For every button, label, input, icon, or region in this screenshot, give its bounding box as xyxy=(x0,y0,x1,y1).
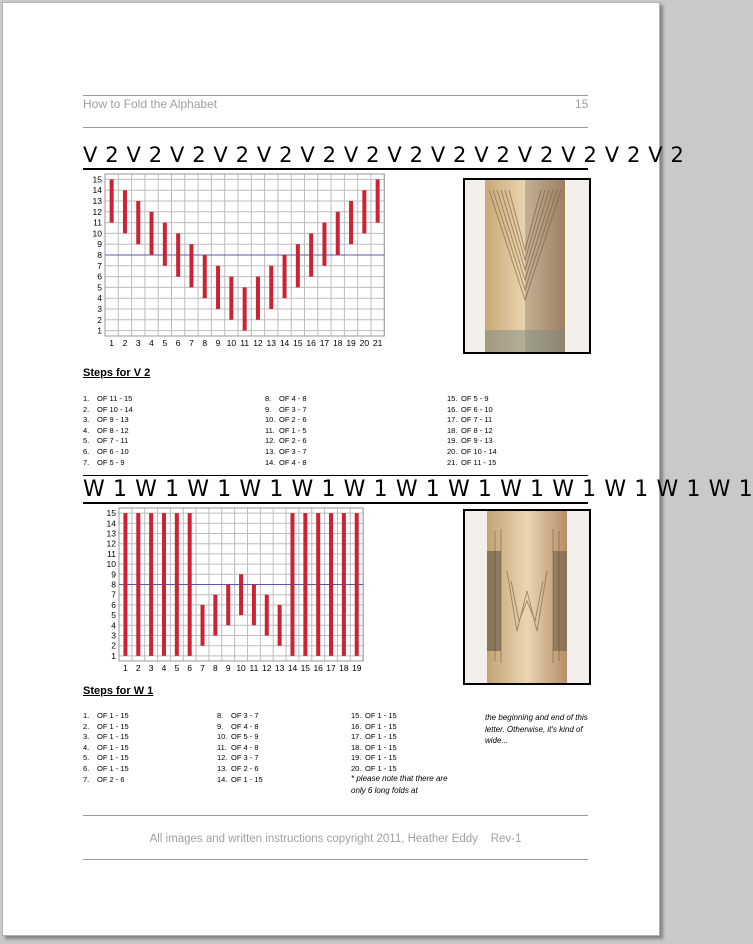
step-item xyxy=(447,426,497,437)
fold-bar-3 xyxy=(149,513,153,656)
y-tick-label: 10 xyxy=(106,559,116,570)
x-tick-label: 4 xyxy=(149,338,154,348)
fold-bar-12 xyxy=(256,277,260,320)
fold-bar-10 xyxy=(229,277,233,320)
x-tick-label: 5 xyxy=(162,338,168,348)
x-tick-label: 13 xyxy=(266,338,276,348)
step-number: 16. xyxy=(351,721,362,731)
steps-w1-col1 xyxy=(83,711,129,785)
fold-bar-15 xyxy=(303,513,307,656)
step-text: OF 7 - 11 xyxy=(461,415,493,425)
y-tick-label: 11 xyxy=(93,217,102,228)
y-tick-label: 9 xyxy=(111,569,116,580)
step-number: 3. xyxy=(83,415,90,425)
step-text: OF 3 - 7 xyxy=(279,404,307,414)
fold-bar-18 xyxy=(342,513,346,656)
fold-bar-6 xyxy=(188,513,192,656)
fold-bar-17 xyxy=(329,513,333,656)
step-item xyxy=(447,415,497,426)
step-item xyxy=(83,415,133,426)
step-item xyxy=(265,415,307,426)
steps-w1-col3 xyxy=(351,711,397,775)
step-text: OF 1 - 5 xyxy=(279,425,307,435)
x-tick-label: 1 xyxy=(109,338,115,348)
step-number: 5. xyxy=(83,436,90,446)
x-tick-label: 8 xyxy=(202,338,208,348)
x-tick-label: 21 xyxy=(372,338,383,348)
step-item xyxy=(217,743,263,754)
step-number: 13. xyxy=(217,763,228,773)
step-text: OF 9 - 13 xyxy=(97,415,129,425)
y-tick-label: 12 xyxy=(106,538,116,549)
step-item xyxy=(447,394,497,405)
step-item xyxy=(217,764,263,775)
fold-bar-20 xyxy=(362,190,366,233)
step-text: OF 8 - 12 xyxy=(461,425,493,435)
step-text: OF 9 - 13 xyxy=(461,436,493,446)
step-item xyxy=(265,458,307,469)
fold-bar-19 xyxy=(349,201,353,244)
step-number: 11. xyxy=(265,425,275,435)
step-item xyxy=(265,405,307,416)
fold-bar-12 xyxy=(265,595,269,636)
x-tick-label: 18 xyxy=(339,663,349,673)
x-tick-label: 14 xyxy=(279,338,290,348)
step-number: 17. xyxy=(351,732,362,742)
step-item xyxy=(83,405,133,416)
fold-bar-19 xyxy=(355,513,359,656)
x-tick-label: 16 xyxy=(306,338,316,348)
x-tick-label: 19 xyxy=(351,663,362,673)
x-tick-label: 7 xyxy=(200,663,205,673)
fold-bar-9 xyxy=(226,585,230,626)
step-text: OF 11 - 15 xyxy=(97,394,133,403)
step-number: 8. xyxy=(265,394,272,403)
y-tick-label: 15 xyxy=(106,508,116,519)
step-text: OF 1 - 15 xyxy=(365,721,397,731)
x-tick-label: 15 xyxy=(293,338,303,348)
y-tick-label: 13 xyxy=(92,196,102,206)
step-text: OF 2 - 6 xyxy=(97,774,125,784)
y-tick-label: 7 xyxy=(97,260,102,271)
fold-bar-10 xyxy=(239,574,243,615)
fold-bar-16 xyxy=(316,513,320,656)
x-tick-label: 9 xyxy=(215,338,221,348)
y-tick-label: 10 xyxy=(92,228,102,239)
header-title: How to Fold the Alphabet xyxy=(83,97,218,111)
y-tick-label: 3 xyxy=(111,630,116,641)
fold-bar-7 xyxy=(201,605,205,646)
step-item xyxy=(447,405,497,416)
y-tick-label: 5 xyxy=(97,282,102,293)
y-tick-label: 4 xyxy=(111,620,116,631)
step-item xyxy=(265,447,307,458)
photo-folded-book-v2 xyxy=(463,178,591,354)
step-number: 20. xyxy=(447,446,458,456)
fold-bar-15 xyxy=(296,244,300,287)
step-number: 13. xyxy=(265,446,276,456)
x-tick-label: 8 xyxy=(213,663,218,673)
fold-bar-3 xyxy=(136,201,140,244)
banner-w1-underline xyxy=(83,502,588,504)
step-item xyxy=(217,722,263,733)
step-number: 10. xyxy=(217,732,228,742)
step-number: 2. xyxy=(83,721,90,731)
x-tick-label: 4 xyxy=(161,663,167,673)
step-number: 6. xyxy=(83,763,90,773)
fold-bar-2 xyxy=(136,513,140,656)
step-number: 20. xyxy=(351,763,362,773)
footer-revision: Rev-1 xyxy=(490,833,522,845)
step-number: 15. xyxy=(351,711,362,720)
step-number: 14. xyxy=(217,774,228,784)
step-number: 16. xyxy=(447,404,458,414)
fold-bar-6 xyxy=(176,233,180,276)
step-text: OF 1 - 15 xyxy=(97,753,129,763)
step-text: OF 1 - 15 xyxy=(97,732,129,742)
step-item xyxy=(265,426,307,437)
step-text: OF 1 - 15 xyxy=(231,774,263,784)
fold-bar-4 xyxy=(150,212,154,255)
step-text: OF 10 - 14 xyxy=(97,404,133,414)
step-number: 5. xyxy=(83,753,90,763)
step-item xyxy=(447,436,497,447)
step-number: 15. xyxy=(447,394,458,403)
steps-title-v2: Steps for V 2 xyxy=(83,367,151,379)
y-tick-label: 14 xyxy=(106,518,116,529)
step-number: 6. xyxy=(83,446,90,456)
y-tick-label: 14 xyxy=(92,185,102,196)
step-number: 19. xyxy=(447,436,458,446)
fold-bar-18 xyxy=(336,212,340,255)
x-tick-label: 17 xyxy=(326,663,336,673)
step-text: OF 6 - 10 xyxy=(97,446,129,456)
y-tick-label: 4 xyxy=(97,293,102,304)
step-text: OF 1 - 15 xyxy=(365,711,397,720)
y-tick-label: 8 xyxy=(97,250,102,260)
steps-v2-col2 xyxy=(265,394,307,468)
step-text: OF 1 - 15 xyxy=(365,742,397,752)
step-item xyxy=(83,753,129,764)
banner-w1: W 1 W 1 W 1 W 1 W 1 W 1 W 1 W 1 W 1 W 1 W 1 W 1 W 1 xyxy=(83,477,753,502)
x-tick-label: 16 xyxy=(313,663,323,673)
fold-chart-w1-svg xyxy=(83,505,373,677)
steps-title-w1: Steps for W 1 xyxy=(83,685,154,697)
step-item xyxy=(217,775,263,786)
step-text: OF 4 - 8 xyxy=(279,457,307,467)
step-text: OF 4 - 8 xyxy=(231,742,259,752)
step-number: 9. xyxy=(217,721,224,731)
document-page xyxy=(2,2,753,936)
x-tick-label: 14 xyxy=(287,663,298,673)
x-tick-label: 1 xyxy=(123,663,128,673)
y-tick-label: 6 xyxy=(111,599,116,610)
fold-bar-5 xyxy=(163,223,167,266)
step-text: OF 4 - 8 xyxy=(231,721,259,731)
x-tick-label: 10 xyxy=(236,663,246,673)
x-tick-label: 12 xyxy=(253,338,263,348)
step-item xyxy=(351,711,397,722)
step-item xyxy=(351,753,397,764)
step-number: 4. xyxy=(83,742,90,752)
step-text: OF 2 - 6 xyxy=(279,436,307,446)
step-text: OF 10 - 14 xyxy=(461,446,497,456)
step-number: 19. xyxy=(351,753,362,763)
fold-bar-11 xyxy=(252,585,256,626)
x-tick-label: 9 xyxy=(225,663,231,673)
step-text: OF 1 - 15 xyxy=(97,721,129,731)
step-item xyxy=(83,711,129,722)
fold-bar-13 xyxy=(269,266,273,309)
fold-bar-14 xyxy=(290,513,294,656)
step-text: OF 3 - 7 xyxy=(279,446,307,456)
footer-text xyxy=(83,833,588,845)
step-item xyxy=(83,764,129,775)
step-item xyxy=(447,458,497,469)
x-tick-label: 17 xyxy=(319,338,330,348)
step-number: 7. xyxy=(83,457,90,467)
step-item xyxy=(83,732,129,743)
fold-chart-w1 xyxy=(83,505,373,677)
header-top-rule xyxy=(83,95,588,96)
x-tick-label: 2 xyxy=(135,663,141,673)
y-tick-label: 2 xyxy=(97,314,102,325)
step-number: 18. xyxy=(447,425,458,435)
y-tick-label: 1 xyxy=(97,325,102,336)
fold-chart-v2 xyxy=(83,171,393,351)
step-number: 2. xyxy=(83,404,90,414)
step-text: OF 3 - 7 xyxy=(231,711,259,720)
banner-v2-underline xyxy=(83,168,588,170)
x-tick-label: 15 xyxy=(300,663,311,673)
step-item xyxy=(351,722,397,733)
steps-v2-col3 xyxy=(447,394,497,468)
x-tick-label: 19 xyxy=(346,338,356,348)
y-tick-label: 15 xyxy=(92,174,102,185)
step-number: 11. xyxy=(217,742,227,752)
fold-bar-4 xyxy=(162,513,166,656)
fold-bar-11 xyxy=(243,287,247,330)
y-tick-label: 1 xyxy=(111,650,116,661)
fold-bar-2 xyxy=(123,190,127,233)
fold-bar-17 xyxy=(322,223,326,266)
steps-w1-col2 xyxy=(217,711,263,785)
step-number: 1. xyxy=(83,711,90,720)
fold-bar-7 xyxy=(189,244,193,287)
step-text: OF 1 - 15 xyxy=(97,742,129,752)
step-item xyxy=(217,711,263,722)
step-text: OF 3 - 7 xyxy=(231,753,259,763)
step-item xyxy=(217,753,263,764)
fold-bar-13 xyxy=(278,605,282,646)
step-item xyxy=(217,732,263,743)
book-fold-w-image xyxy=(465,511,589,683)
step-text: OF 1 - 15 xyxy=(365,753,397,763)
step-item xyxy=(83,743,129,754)
y-tick-label: 13 xyxy=(106,528,116,539)
step-text: OF 7 - 11 xyxy=(97,436,129,446)
step-number: 10. xyxy=(265,415,276,425)
fold-chart-v2-svg xyxy=(83,171,393,351)
x-tick-label: 11 xyxy=(249,663,259,673)
x-tick-label: 7 xyxy=(189,338,194,348)
fold-bar-16 xyxy=(309,233,313,276)
x-tick-label: 6 xyxy=(175,338,181,348)
step-item xyxy=(83,436,133,447)
x-tick-label: 3 xyxy=(148,663,154,673)
x-tick-label: 10 xyxy=(226,338,237,348)
x-tick-label: 6 xyxy=(187,663,193,673)
x-tick-label: 12 xyxy=(262,663,272,673)
note-wide-letter: the beginning and end of this letter. Otherwise, it's kind of wide... xyxy=(485,713,588,745)
step-number: 8. xyxy=(217,711,224,720)
photo-folded-book-w1 xyxy=(463,509,591,685)
step-text: OF 1 - 15 xyxy=(365,732,397,742)
banner-w1-topline xyxy=(83,475,588,476)
header-bottom-rule xyxy=(83,127,588,128)
x-tick-label: 3 xyxy=(135,338,141,348)
x-tick-label: 2 xyxy=(122,338,128,348)
step-text: OF 1 - 15 xyxy=(97,763,129,773)
step-item xyxy=(83,458,133,469)
footer-bottom-rule xyxy=(83,859,588,860)
x-tick-label: 20 xyxy=(359,338,370,348)
step-item xyxy=(83,394,133,405)
step-number: 14. xyxy=(265,457,276,467)
step-number: 3. xyxy=(83,732,90,742)
fold-bar-1 xyxy=(110,179,114,222)
y-tick-label: 5 xyxy=(111,610,116,621)
x-tick-label: 5 xyxy=(174,663,180,673)
step-number: 4. xyxy=(83,425,90,435)
y-tick-label: 6 xyxy=(97,271,102,282)
step-item xyxy=(83,426,133,437)
step-text: OF 11 - 15 xyxy=(461,457,497,467)
y-tick-label: 7 xyxy=(111,589,116,600)
step-text: OF 5 - 9 xyxy=(97,457,125,467)
y-tick-label: 12 xyxy=(92,206,102,217)
step-text: OF 1 - 15 xyxy=(97,711,129,720)
step-text: OF 2 - 6 xyxy=(231,763,259,773)
y-tick-label: 11 xyxy=(107,548,116,559)
step-number: 7. xyxy=(83,774,90,784)
book-fold-v-image xyxy=(465,180,589,352)
x-tick-label: 11 xyxy=(240,338,250,348)
step-item xyxy=(265,436,307,447)
step-text: OF 5 - 9 xyxy=(231,732,259,742)
step-number: 18. xyxy=(351,742,362,752)
footer-copyright: All images and written instructions copyright 2011, Heather Eddy xyxy=(149,833,478,845)
step-number: 12. xyxy=(217,753,228,763)
step-item xyxy=(351,743,397,754)
page-number: 15 xyxy=(575,97,589,111)
step-item xyxy=(83,447,133,458)
step-text: OF 5 - 9 xyxy=(461,394,489,403)
fold-bar-5 xyxy=(175,513,179,656)
y-tick-label: 3 xyxy=(97,304,102,314)
fold-bar-14 xyxy=(283,255,287,298)
fold-bar-8 xyxy=(213,595,217,636)
step-text: OF 1 - 15 xyxy=(365,763,397,773)
y-tick-label: 9 xyxy=(97,239,102,250)
y-tick-label: 2 xyxy=(111,640,116,651)
step-text: OF 8 - 12 xyxy=(97,425,129,435)
fold-bar-21 xyxy=(376,179,380,222)
step-item xyxy=(351,732,397,743)
step-item xyxy=(83,775,129,786)
step-text: OF 4 - 8 xyxy=(279,394,307,403)
step-number: 21. xyxy=(447,457,458,467)
step-item xyxy=(447,447,497,458)
step-number: 12. xyxy=(265,436,276,446)
step-number: 9. xyxy=(265,404,272,414)
step-text: OF 2 - 6 xyxy=(279,415,307,425)
step-item xyxy=(265,394,307,405)
x-tick-label: 13 xyxy=(274,663,285,673)
step-item xyxy=(83,722,129,733)
step-number: 1. xyxy=(83,394,90,403)
x-tick-label: 18 xyxy=(333,338,343,348)
steps-v2-col1 xyxy=(83,394,133,468)
step-text: OF 6 - 10 xyxy=(461,404,493,414)
banner-v2: V 2 V 2 V 2 V 2 V 2 V 2 V 2 V 2 V 2 V 2 V 2 V 2 V 2 V 2 xyxy=(83,143,685,167)
fold-bar-1 xyxy=(123,513,127,656)
fold-bar-8 xyxy=(203,255,207,298)
footer-top-rule xyxy=(83,815,588,816)
note-long-folds: * please note that there are only 6 long folds at xyxy=(351,774,448,795)
step-number: 17. xyxy=(447,415,458,425)
y-tick-label: 8 xyxy=(111,579,116,590)
fold-bar-9 xyxy=(216,266,220,309)
